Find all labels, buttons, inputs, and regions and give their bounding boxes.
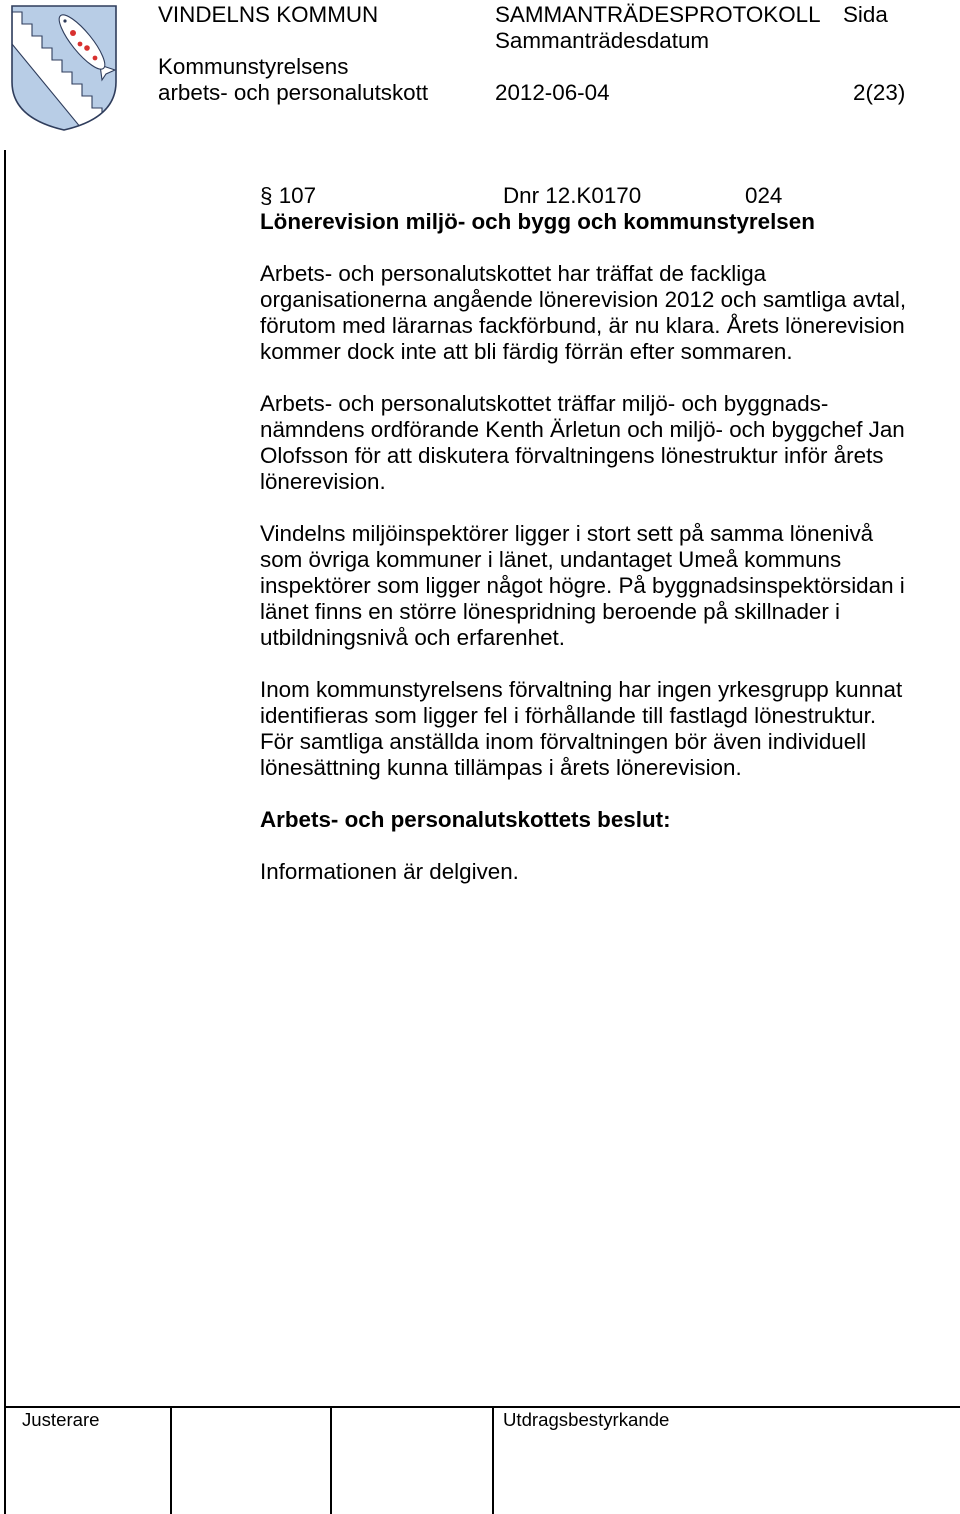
- paragraph-1: [260, 261, 950, 365]
- text-line: Olofsson för att diskutera förvaltningens lönestruktur inför årets: [260, 443, 884, 468]
- committee-name-line-2: arbets- och personalutskott: [158, 80, 429, 105]
- date-label: Sammanträdesdatum: [495, 28, 710, 53]
- text-line: För samtliga anställda inom förvaltningen bör även individuell: [260, 729, 867, 754]
- left-margin-rule: [4, 150, 6, 1514]
- meeting-date: 2012-06-04: [495, 80, 610, 105]
- text-line: Arbets- och personalutskottet träffar miljö- och byggnads-: [260, 391, 829, 416]
- item-title: Lönerevision miljö- och bygg och kommunstyrelsen: [260, 209, 815, 234]
- item-reference-row: [260, 183, 950, 209]
- diary-number: Dnr 12.K0170: [503, 183, 642, 208]
- decision-text: Informationen är delgiven.: [260, 859, 519, 884]
- text-line: länet finns en större lönespridning beroende på skillnader i: [260, 599, 841, 624]
- salmon-spot: [84, 45, 90, 51]
- paragraph-4: [260, 677, 950, 781]
- section-symbol: §: [260, 183, 273, 208]
- text-line: Inom kommunstyrelsens förvaltning har ingen yrkesgrupp kunnat: [260, 677, 903, 702]
- coat-of-arms-logo: [10, 4, 118, 132]
- text-line: organisationerna angående lönerevision 2012 och samtliga avtal,: [260, 287, 907, 312]
- text-line: förutom med lärarnas fackförbund, är nu klara. Årets lönerevision: [260, 313, 905, 338]
- section-number: 107: [278, 183, 317, 208]
- decision-heading: Arbets- och personalutskottets beslut:: [260, 807, 671, 832]
- page-label: Sida: [843, 2, 888, 27]
- text-line: lönerevision.: [260, 469, 386, 494]
- salmon-spot: [93, 56, 98, 61]
- certification-label: Utdragsbestyrkande: [503, 1409, 670, 1430]
- protocol-content: [260, 183, 950, 885]
- text-line: som övriga kommuner i länet, undantaget Umeå kommuns: [260, 547, 842, 572]
- text-line: identifieras som ligger fel i förhållande till fastlagd lönestruktur.: [260, 703, 877, 728]
- text-line: Arbets- och personalutskottet har träffat de fackliga: [260, 261, 767, 286]
- text-line: Vindelns miljöinspektörer ligger i stort sett på samma lönenivå: [260, 521, 874, 546]
- footer-rule: [4, 1406, 960, 1408]
- paragraph-2: [260, 391, 950, 495]
- text-line: utbildningsnivå och erfarenhet.: [260, 625, 565, 650]
- salmon-eye: [63, 19, 66, 22]
- adjuster-label: Justerare: [22, 1409, 100, 1430]
- document-type: SAMMANTRÄDESPROTOKOLL: [495, 2, 821, 27]
- salmon-spot: [78, 42, 83, 47]
- committee-name-line-1: Kommunstyrelsens: [158, 54, 349, 79]
- text-line: nämndens ordförande Kenth Ärletun och miljö- och byggchef Jan: [260, 417, 905, 442]
- salmon-spot: [70, 30, 76, 36]
- municipality-name: VINDELNS KOMMUN: [158, 2, 379, 27]
- classification-code: 024: [745, 183, 783, 208]
- footer-divider: [492, 1406, 494, 1514]
- footer-divider: [170, 1406, 172, 1514]
- text-line: lönesättning kunna tillämpas i årets lönerevision.: [260, 755, 742, 780]
- coat-of-arms-icon: [10, 4, 118, 132]
- text-line: inspektörer som ligger något högre. På byggnadsinspektörsidan i: [260, 573, 905, 598]
- paragraph-3: [260, 521, 950, 651]
- page-number: 2(23): [853, 80, 906, 105]
- footer-divider: [330, 1406, 332, 1514]
- text-line: kommer dock inte att bli färdig förrän efter sommaren.: [260, 339, 793, 364]
